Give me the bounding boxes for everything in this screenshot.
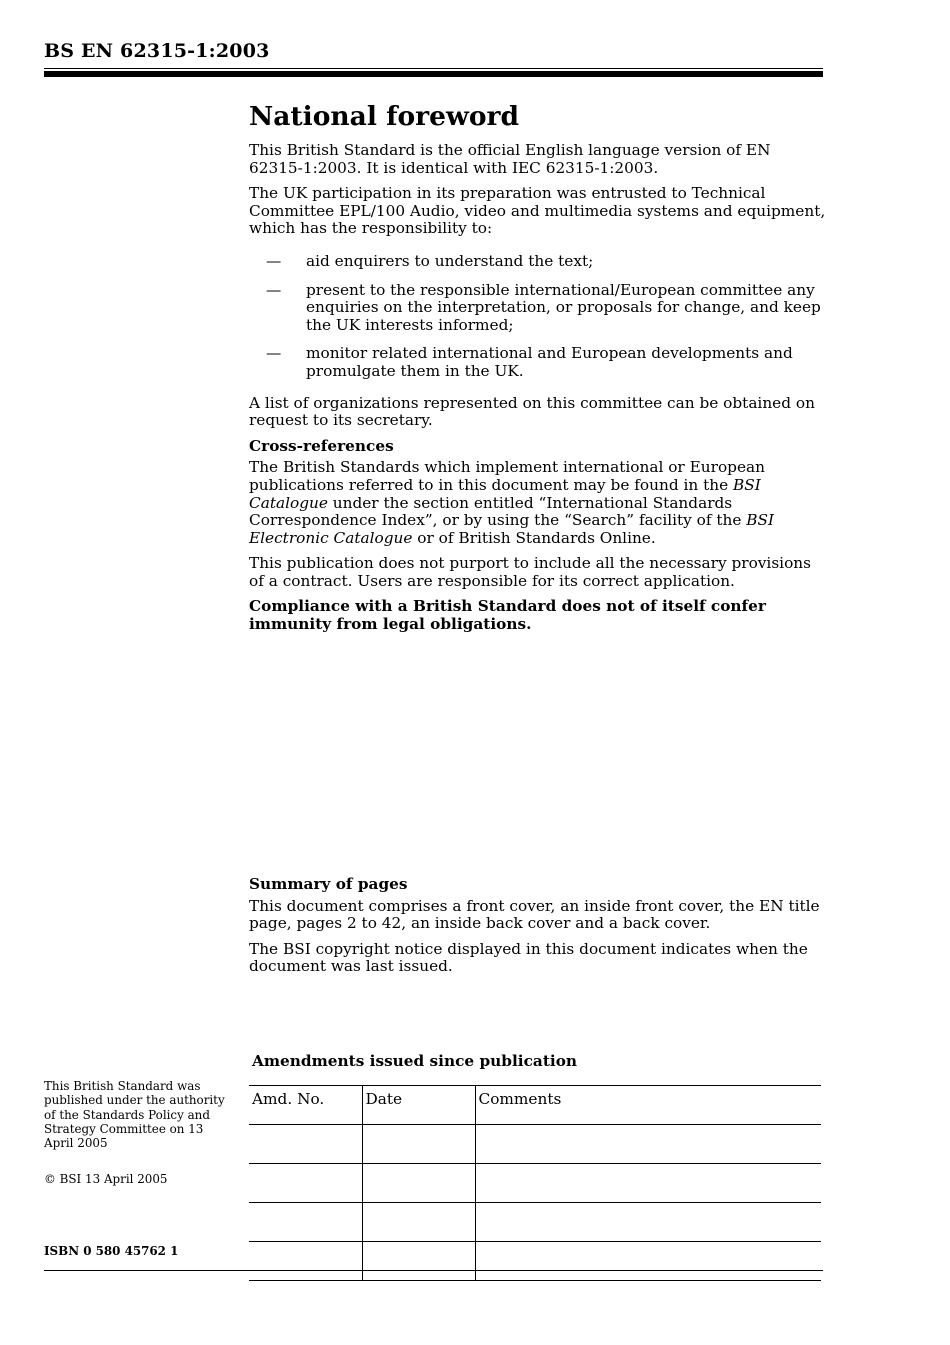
summary-paragraph-1: This document comprises a front cover, an inside front cover, the EN title page, pages 2 to 42, an inside back cover and a back cover. xyxy=(249,896,820,933)
table-cell xyxy=(362,1203,475,1242)
intro-paragraph-2: The UK participation in its preparation was entrusted to Technical Committee EPL/100 Audio, video and multimedia systems and equipment, which has the responsibility to: xyxy=(249,184,826,238)
responsibility-list xyxy=(249,253,829,381)
table-cell xyxy=(475,1164,821,1203)
table-row xyxy=(249,1164,821,1203)
intro-paragraph-1: This British Standard is the official English language version of EN 62315-1:2003. It is identical with IEC 62315-1:2003. xyxy=(249,141,771,177)
table-cell xyxy=(362,1125,475,1164)
table-cell xyxy=(249,1203,362,1242)
list-item-text: present to the responsible international/European committee any enquiries on the interpretation, or proposals for change, and keep the UK interests informed; xyxy=(306,280,821,334)
list-item-text: aid enquirers to understand the text; xyxy=(306,251,594,270)
crossref-text-1: The British Standards which implement international or European publications referred to in this document may be found in the xyxy=(249,458,765,494)
document-identifier: BS EN 62315-1:2003 xyxy=(44,40,270,62)
table-header-row xyxy=(249,1086,821,1125)
footer-rule xyxy=(44,1270,823,1271)
table-cell xyxy=(249,1164,362,1203)
table-row xyxy=(249,1203,821,1242)
table-cell xyxy=(475,1125,821,1164)
column-header-comments: Comments xyxy=(475,1086,821,1125)
list-item-text: monitor related international and European developments and promulgate them in the UK. xyxy=(306,344,793,380)
compliance-statement: Compliance with a British Standard does not of itself confer immunity from legal obligations. xyxy=(249,597,766,634)
copyright-notice: © BSI 13 April 2005 xyxy=(44,1172,168,1186)
table-row xyxy=(249,1125,821,1164)
list-item xyxy=(249,282,829,335)
dash-marker: — xyxy=(266,251,282,270)
table-row xyxy=(249,1242,821,1281)
publication-authority-note: This British Standard was published under the authority of the Standards Policy and Strategy Committee on 13 April 2005 xyxy=(44,1079,225,1151)
table-cell xyxy=(362,1164,475,1203)
table-cell xyxy=(475,1203,821,1242)
isbn: ISBN 0 580 45762 1 xyxy=(44,1244,179,1258)
list-item xyxy=(249,345,829,380)
national-foreword-section xyxy=(249,100,829,642)
page-title: National foreword xyxy=(249,101,519,132)
table-cell xyxy=(249,1242,362,1281)
bsi-electronic-catalogue-title: BSI Electronic Catalogue xyxy=(249,511,775,547)
crossref-text-2: under the section entitled “International Standards Correspondence Index”, or by using the “Search” facility of the xyxy=(249,493,747,530)
summary-of-pages-section xyxy=(249,876,829,984)
committee-list-paragraph: A list of organizations represented on this committee can be obtained on request to its secretary. xyxy=(249,393,815,430)
amendments-table xyxy=(249,1085,821,1281)
header-rule-thick xyxy=(44,71,823,77)
summary-heading: Summary of pages xyxy=(249,875,408,893)
table-cell xyxy=(475,1242,821,1281)
dash-marker: — xyxy=(266,344,282,363)
bsi-catalogue-title: BSI Catalogue xyxy=(249,475,761,512)
list-item xyxy=(249,253,829,271)
contract-note-paragraph: This publication does not purport to include all the necessary provisions of a contract. Users are responsible for its correct application. xyxy=(249,554,811,590)
cross-references-heading: Cross-references xyxy=(249,436,394,455)
table-cell xyxy=(362,1242,475,1281)
summary-paragraph-2: The BSI copyright notice displayed in this document indicates when the document was last issued. xyxy=(249,939,808,976)
dash-marker: — xyxy=(266,280,282,299)
header-rule-thin xyxy=(44,68,823,69)
cross-references-paragraph xyxy=(249,459,829,547)
table-cell xyxy=(249,1125,362,1164)
column-header-date: Date xyxy=(362,1086,475,1125)
column-header-amd-no: Amd. No. xyxy=(249,1086,362,1125)
crossref-text-3: or of British Standards Online. xyxy=(412,528,656,547)
amendments-title: Amendments issued since publication xyxy=(252,1052,578,1070)
